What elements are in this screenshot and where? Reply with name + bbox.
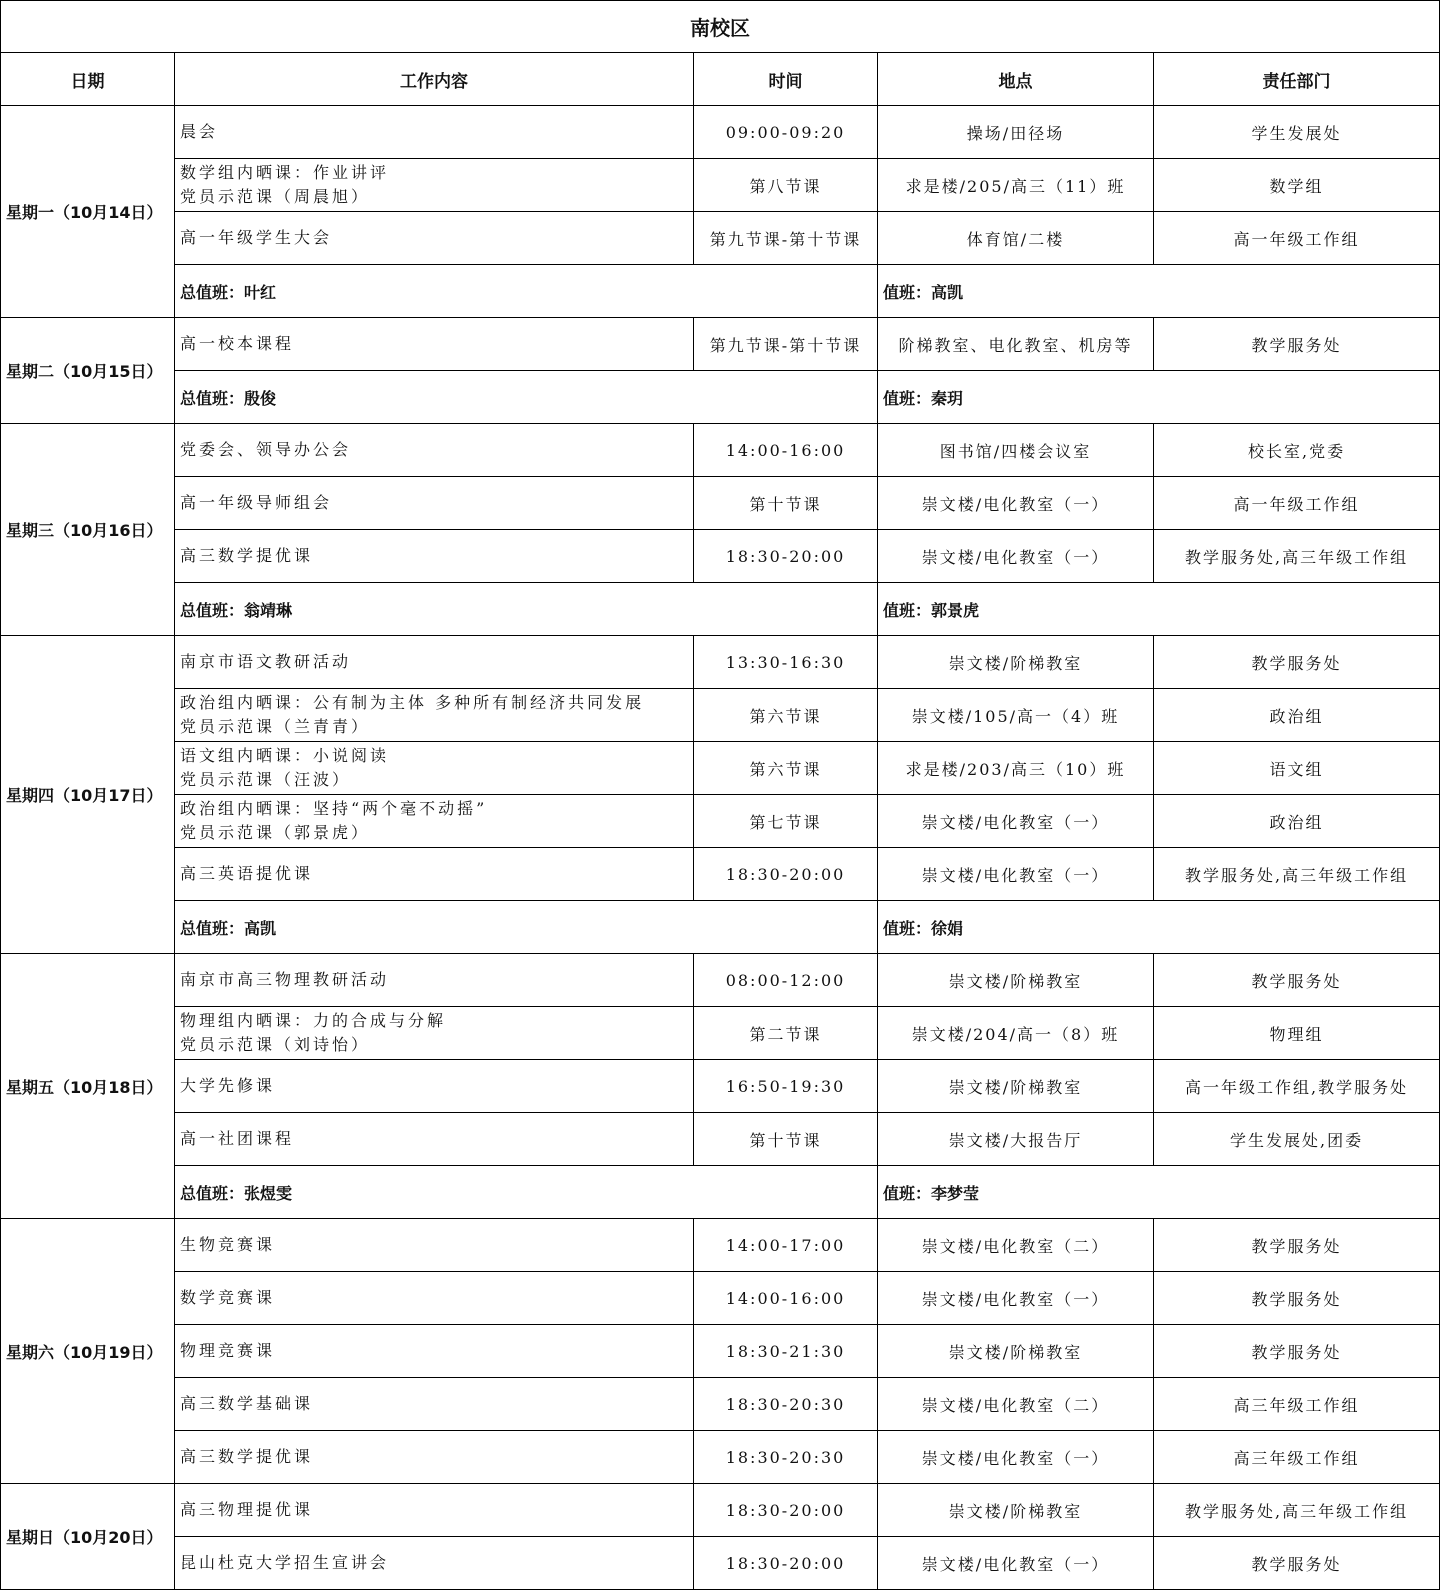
duty-officer: 值班：郭景虎 [878, 583, 1440, 636]
event-content-line: 党员示范课（汪波） [180, 770, 352, 789]
event-row [1, 106, 1440, 159]
event-time: 13:30-16:30 [694, 636, 878, 689]
event-content-line: 物理竞赛课 [180, 1341, 276, 1360]
event-content-line: 昆山杜克大学招生宣讲会 [180, 1553, 390, 1572]
event-content [175, 424, 694, 477]
event-location: 崇文楼/大报告厅 [878, 1113, 1154, 1166]
event-time: 14:00-17:00 [694, 1219, 878, 1272]
event-department: 教学服务处,高三年级工作组 [1154, 530, 1440, 583]
event-time: 第二节课 [694, 1007, 878, 1060]
event-department: 教学服务处 [1154, 636, 1440, 689]
event-row [1, 477, 1440, 530]
event-content [175, 1113, 694, 1166]
duty-officer: 值班：徐娟 [878, 901, 1440, 954]
event-content-line: 数学竞赛课 [180, 1288, 276, 1307]
event-department: 学生发展处,团委 [1154, 1113, 1440, 1166]
event-location: 崇文楼/电化教室（一） [878, 1431, 1154, 1484]
event-content [175, 689, 694, 742]
event-content-line: 大学先修课 [180, 1076, 276, 1095]
event-location: 求是楼/203/高三（10）班 [878, 742, 1154, 795]
event-location: 操场/田径场 [878, 106, 1154, 159]
event-content-line: 数学组内晒课：作业讲评 [180, 163, 390, 182]
event-row [1, 212, 1440, 265]
event-time: 14:00-16:00 [694, 424, 878, 477]
event-content [175, 1431, 694, 1484]
event-time: 第十节课 [694, 477, 878, 530]
event-row [1, 424, 1440, 477]
event-time: 第九节课-第十节课 [694, 318, 878, 371]
duty-row [1, 583, 1440, 636]
event-row [1, 1060, 1440, 1113]
event-content [175, 530, 694, 583]
schedule-body [1, 106, 1440, 1590]
event-department: 高三年级工作组 [1154, 1431, 1440, 1484]
event-content [175, 954, 694, 1007]
duty-chief: 总值班：殷俊 [175, 371, 878, 424]
event-department: 高三年级工作组 [1154, 1378, 1440, 1431]
duty-chief: 总值班：叶红 [175, 265, 878, 318]
event-content [175, 318, 694, 371]
event-row [1, 636, 1440, 689]
event-department: 教学服务处,高三年级工作组 [1154, 1484, 1440, 1537]
header-content: 工作内容 [175, 53, 694, 106]
event-content [175, 636, 694, 689]
event-row [1, 689, 1440, 742]
event-time: 第六节课 [694, 689, 878, 742]
campus-title: 南校区 [1, 1, 1440, 53]
event-department: 教学服务处,高三年级工作组 [1154, 848, 1440, 901]
event-row [1, 1219, 1440, 1272]
event-time: 18:30-20:30 [694, 1378, 878, 1431]
day-date: 星期五（10月18日） [1, 954, 175, 1219]
day-date: 星期四（10月17日） [1, 636, 175, 954]
event-location: 崇文楼/阶梯教室 [878, 1060, 1154, 1113]
event-location: 崇文楼/电化教室（一） [878, 1272, 1154, 1325]
event-department: 政治组 [1154, 689, 1440, 742]
event-content-line: 物理组内晒课：力的合成与分解 [180, 1011, 447, 1030]
event-department: 教学服务处 [1154, 954, 1440, 1007]
event-content [175, 742, 694, 795]
event-time: 08:00-12:00 [694, 954, 878, 1007]
event-department: 政治组 [1154, 795, 1440, 848]
event-content-line: 党员示范课（刘诗怡） [180, 1035, 371, 1054]
event-time: 18:30-21:30 [694, 1325, 878, 1378]
duty-officer: 值班：秦玥 [878, 371, 1440, 424]
event-location: 崇文楼/阶梯教室 [878, 1484, 1154, 1537]
event-row [1, 954, 1440, 1007]
event-row [1, 1272, 1440, 1325]
event-content-line: 高一年级学生大会 [180, 228, 333, 247]
event-location: 崇文楼/电化教室（二） [878, 1219, 1154, 1272]
event-content-line: 高三数学提优课 [180, 546, 314, 565]
event-content [175, 1007, 694, 1060]
event-time: 18:30-20:00 [694, 530, 878, 583]
event-row [1, 1325, 1440, 1378]
event-content [175, 1325, 694, 1378]
event-department: 高一年级工作组 [1154, 212, 1440, 265]
event-content [175, 159, 694, 212]
event-row [1, 1378, 1440, 1431]
event-department: 教学服务处 [1154, 1537, 1440, 1590]
event-location: 图书馆/四楼会议室 [878, 424, 1154, 477]
duty-row [1, 371, 1440, 424]
event-time: 第十节课 [694, 1113, 878, 1166]
event-time: 18:30-20:00 [694, 1484, 878, 1537]
event-row [1, 1007, 1440, 1060]
event-location: 崇文楼/阶梯教室 [878, 636, 1154, 689]
event-location: 崇文楼/电化教室（二） [878, 1378, 1154, 1431]
duty-chief: 总值班：翁靖琳 [175, 583, 878, 636]
campus-title-row [1, 1, 1440, 53]
event-content-line: 党员示范课（郭景虎） [180, 823, 371, 842]
event-time: 14:00-16:00 [694, 1272, 878, 1325]
duty-officer: 值班：李梦莹 [878, 1166, 1440, 1219]
event-location: 崇文楼/电化教室（一） [878, 848, 1154, 901]
event-row [1, 742, 1440, 795]
event-time: 第九节课-第十节课 [694, 212, 878, 265]
event-content [175, 795, 694, 848]
event-row [1, 1113, 1440, 1166]
event-content [175, 848, 694, 901]
event-location: 崇文楼/电化教室（一） [878, 530, 1154, 583]
header-location: 地点 [878, 53, 1154, 106]
event-department: 学生发展处 [1154, 106, 1440, 159]
duty-row [1, 1166, 1440, 1219]
event-location: 崇文楼/阶梯教室 [878, 954, 1154, 1007]
event-content-line: 党员示范课（兰青青） [180, 717, 371, 736]
event-content-line: 高三英语提优课 [180, 864, 314, 883]
event-department: 教学服务处 [1154, 1219, 1440, 1272]
header-row [1, 53, 1440, 106]
event-content-line: 南京市语文教研活动 [180, 652, 352, 671]
event-department: 物理组 [1154, 1007, 1440, 1060]
event-time: 09:00-09:20 [694, 106, 878, 159]
event-content-line: 生物竞赛课 [180, 1235, 276, 1254]
event-content-line: 晨会 [180, 122, 219, 141]
event-row [1, 318, 1440, 371]
event-time: 第七节课 [694, 795, 878, 848]
event-location: 崇文楼/204/高一（8）班 [878, 1007, 1154, 1060]
event-content [175, 1484, 694, 1537]
day-date: 星期一（10月14日） [1, 106, 175, 318]
event-row [1, 1484, 1440, 1537]
event-content [175, 1060, 694, 1113]
event-content [175, 1219, 694, 1272]
event-row [1, 159, 1440, 212]
event-department: 高一年级工作组 [1154, 477, 1440, 530]
event-content-line: 高一校本课程 [180, 334, 295, 353]
event-content-line: 党员示范课（周晨旭） [180, 187, 371, 206]
duty-chief: 总值班：高凯 [175, 901, 878, 954]
event-content-line: 高三物理提优课 [180, 1500, 314, 1519]
header-department: 责任部门 [1154, 53, 1440, 106]
event-location: 崇文楼/105/高一（4）班 [878, 689, 1154, 742]
event-location: 崇文楼/阶梯教室 [878, 1325, 1154, 1378]
event-location: 崇文楼/电化教室（一） [878, 795, 1154, 848]
event-content-line: 高三数学提优课 [180, 1447, 314, 1466]
event-content-line: 高一社团课程 [180, 1129, 295, 1148]
event-department: 校长室,党委 [1154, 424, 1440, 477]
event-location: 崇文楼/电化教室（一） [878, 477, 1154, 530]
event-content-line: 党委会、领导办公会 [180, 440, 352, 459]
event-time: 第六节课 [694, 742, 878, 795]
duty-row [1, 901, 1440, 954]
header-time: 时间 [694, 53, 878, 106]
event-content [175, 1272, 694, 1325]
event-location: 崇文楼/电化教室（一） [878, 1537, 1154, 1590]
event-content [175, 106, 694, 159]
duty-chief: 总值班：张煜雯 [175, 1166, 878, 1219]
event-content-line: 南京市高三物理教研活动 [180, 970, 390, 989]
event-row [1, 1431, 1440, 1484]
day-date: 星期六（10月19日） [1, 1219, 175, 1484]
day-date: 星期日（10月20日） [1, 1484, 175, 1590]
event-time: 18:30-20:30 [694, 1431, 878, 1484]
event-time: 第八节课 [694, 159, 878, 212]
event-department: 教学服务处 [1154, 1272, 1440, 1325]
event-content-line: 高三数学基础课 [180, 1394, 314, 1413]
event-department: 教学服务处 [1154, 1325, 1440, 1378]
event-row [1, 1537, 1440, 1590]
header-date: 日期 [1, 53, 175, 106]
duty-officer: 值班：高凯 [878, 265, 1440, 318]
event-time: 18:30-20:00 [694, 848, 878, 901]
event-content-line: 政治组内晒课：坚持“两个毫不动摇” [180, 799, 488, 818]
event-time: 18:30-20:00 [694, 1537, 878, 1590]
event-location: 阶梯教室、电化教室、机房等 [878, 318, 1154, 371]
event-row [1, 848, 1440, 901]
event-time: 16:50-19:30 [694, 1060, 878, 1113]
event-content [175, 1378, 694, 1431]
duty-row [1, 265, 1440, 318]
event-content [175, 1537, 694, 1590]
day-date: 星期三（10月16日） [1, 424, 175, 636]
event-department: 高一年级工作组,教学服务处 [1154, 1060, 1440, 1113]
event-content [175, 212, 694, 265]
event-content [175, 477, 694, 530]
event-location: 求是楼/205/高三（11）班 [878, 159, 1154, 212]
event-row [1, 795, 1440, 848]
event-row [1, 530, 1440, 583]
event-department: 数学组 [1154, 159, 1440, 212]
event-content-line: 高一年级导师组会 [180, 493, 333, 512]
event-location: 体育馆/二楼 [878, 212, 1154, 265]
day-date: 星期二（10月15日） [1, 318, 175, 424]
event-department: 语文组 [1154, 742, 1440, 795]
event-content-line: 政治组内晒课：公有制为主体 多种所有制经济共同发展 [180, 693, 645, 712]
event-department: 教学服务处 [1154, 318, 1440, 371]
event-content-line: 语文组内晒课：小说阅读 [180, 746, 390, 765]
